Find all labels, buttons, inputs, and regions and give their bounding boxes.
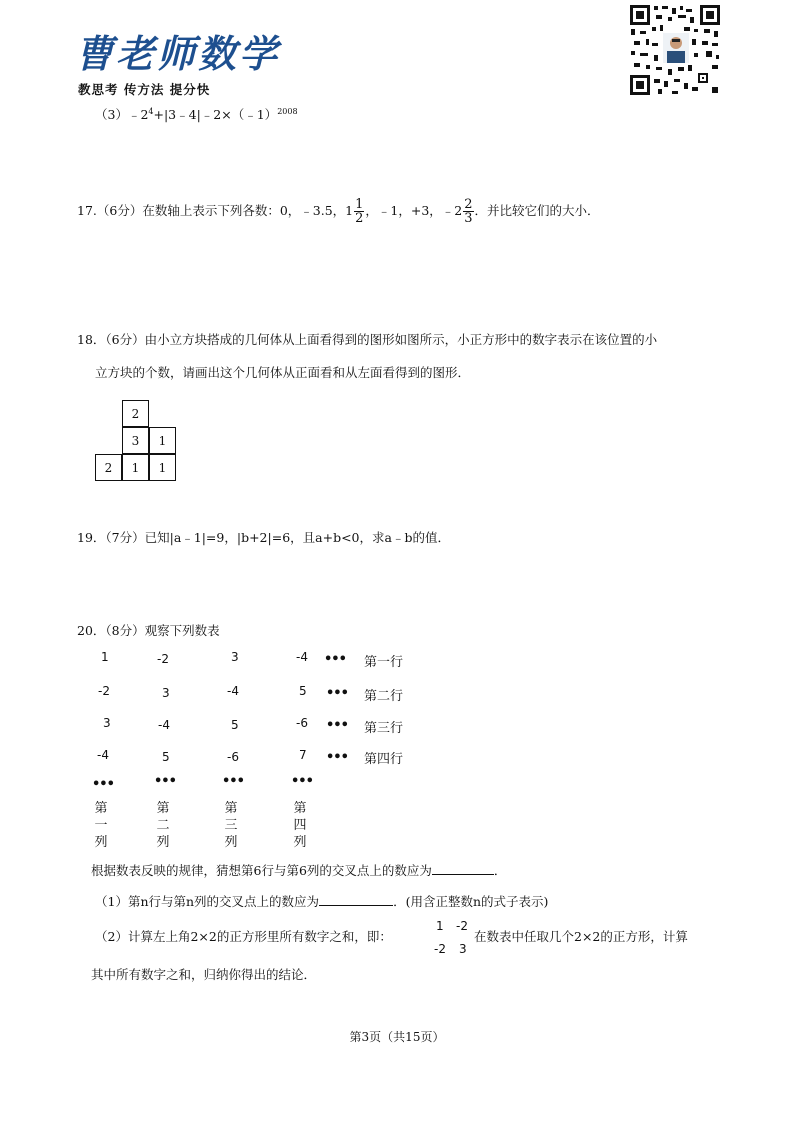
q16-part3-exp2: 2008 bbox=[277, 107, 298, 116]
answer-blank[interactable] bbox=[432, 874, 494, 875]
table-cell: 3 bbox=[162, 686, 170, 700]
logo-slogan: 教思考 传方法 提分快 bbox=[78, 82, 211, 97]
matrix-a: 1 bbox=[436, 919, 444, 933]
column-label-4: 第 四 列 bbox=[293, 801, 307, 850]
row-label: 第四行 bbox=[364, 752, 404, 767]
q17-text-b: ，﹣1，+3，﹣2 bbox=[365, 203, 463, 218]
answer-blank[interactable] bbox=[319, 905, 393, 906]
q20-part1 bbox=[95, 893, 548, 911]
q20-part2-text-end: 其中所有数字之和，归纳你得出的结论． bbox=[91, 967, 317, 982]
q17-frac1-numerator: 1 bbox=[355, 197, 364, 212]
table-cell: 5 bbox=[299, 684, 307, 698]
qr-code-icon bbox=[628, 3, 722, 97]
table-cell: -6 bbox=[227, 750, 239, 764]
table-cell: -4 bbox=[296, 650, 308, 664]
matrix-d: 3 bbox=[459, 942, 467, 956]
grid-cell-bottom-2: 1 bbox=[122, 454, 149, 481]
column-ellipsis: ••• bbox=[154, 774, 176, 789]
q20-part1-text: （1）第n行与第n列的交叉点上的数应为 bbox=[95, 894, 320, 909]
q20-part2-text-cont: 在数表中任取几个2×2的正方形，计算 bbox=[474, 929, 688, 944]
grid-cell-mid-right: 1 bbox=[149, 427, 176, 454]
table-cell: 5 bbox=[231, 718, 239, 732]
table-cell: 7 bbox=[299, 748, 307, 762]
page-footer: 第3页（共15页） bbox=[349, 1030, 445, 1044]
grid-cell-mid-left: 3 bbox=[122, 427, 149, 454]
row-ellipsis: ••• bbox=[326, 686, 348, 701]
row-label: 第二行 bbox=[364, 689, 404, 704]
column-label-3: 第 三 列 bbox=[224, 801, 238, 850]
row-label: 第一行 bbox=[364, 655, 404, 670]
q17-text-c: ．并比较它们的大小． bbox=[474, 203, 600, 218]
table-cell: 3 bbox=[103, 716, 111, 730]
q20-title: 20．（8分）观察下列数表 bbox=[77, 623, 220, 638]
table-cell: 1 bbox=[101, 650, 109, 664]
q18-line2: 立方块的个数，请画出这个几何体从正面看和从左面看得到的图形． bbox=[95, 365, 471, 380]
q18-line1: 18．（6分）由小立方块搭成的几何体从上面看得到的图形如图所示，小正方形中的数字表示在该位置的小 bbox=[77, 332, 658, 347]
question-17 bbox=[77, 198, 600, 225]
row-ellipsis: ••• bbox=[324, 652, 346, 667]
row-ellipsis: ••• bbox=[326, 750, 348, 765]
q16-part3 bbox=[95, 103, 298, 124]
column-ellipsis: ••• bbox=[291, 774, 313, 789]
logo-title: 曹老师数学 bbox=[75, 31, 281, 76]
table-cell: -4 bbox=[158, 718, 170, 732]
q17-frac1-denominator: 2 bbox=[355, 211, 364, 226]
column-label-1: 第 一 列 bbox=[94, 801, 108, 850]
q20-guess-text: 根据数表反映的规律，猜想第6行与第6列的交叉点上的数应为 bbox=[91, 863, 432, 878]
table-cell: -4 bbox=[227, 684, 239, 698]
column-ellipsis: ••• bbox=[92, 777, 114, 792]
grid-cell-top: 2 bbox=[122, 400, 149, 427]
table-cell: -4 bbox=[97, 748, 109, 762]
column-ellipsis: ••• bbox=[222, 774, 244, 789]
q20-guess-end: ． bbox=[493, 863, 507, 878]
q20-part1-end: ．(用含正整数n的式子表示) bbox=[393, 894, 549, 909]
q16-part3-middle: +|3﹣4|﹣2×（﹣1） bbox=[153, 107, 278, 123]
column-label-2: 第 二 列 bbox=[156, 801, 170, 850]
row-ellipsis: ••• bbox=[326, 718, 348, 733]
table-cell: 3 bbox=[231, 650, 239, 664]
grid-cell-bottom-1: 2 bbox=[95, 454, 122, 481]
grid-cell-bottom-3: 1 bbox=[149, 454, 176, 481]
q20-guess bbox=[91, 862, 506, 880]
table-cell: -2 bbox=[98, 684, 110, 698]
table-cell: -2 bbox=[157, 652, 169, 666]
q17-fraction-1 bbox=[354, 198, 364, 225]
q16-part3-prefix: （3）﹣2 bbox=[95, 107, 149, 123]
matrix-c: -2 bbox=[434, 942, 446, 956]
question-19: 19．（7分）已知|a﹣1|=9，|b+2|=6，且a+b<0，求a﹣b的值． bbox=[77, 530, 450, 545]
q20-part2-text: （2）计算左上角2×2的正方形里所有数字之和，即： bbox=[95, 929, 392, 944]
q17-frac2-denominator: 3 bbox=[464, 211, 473, 226]
matrix-b: -2 bbox=[456, 919, 468, 933]
table-cell: 5 bbox=[162, 750, 170, 764]
q17-text-a: 17.（6分）在数轴上表示下列各数：0，﹣3.5，1 bbox=[77, 203, 354, 218]
q16-part3-exp1: 4 bbox=[148, 107, 154, 116]
table-cell: -6 bbox=[296, 716, 308, 730]
q17-frac2-numerator: 2 bbox=[464, 197, 473, 212]
row-label: 第三行 bbox=[364, 721, 404, 736]
q17-fraction-2 bbox=[463, 198, 473, 225]
